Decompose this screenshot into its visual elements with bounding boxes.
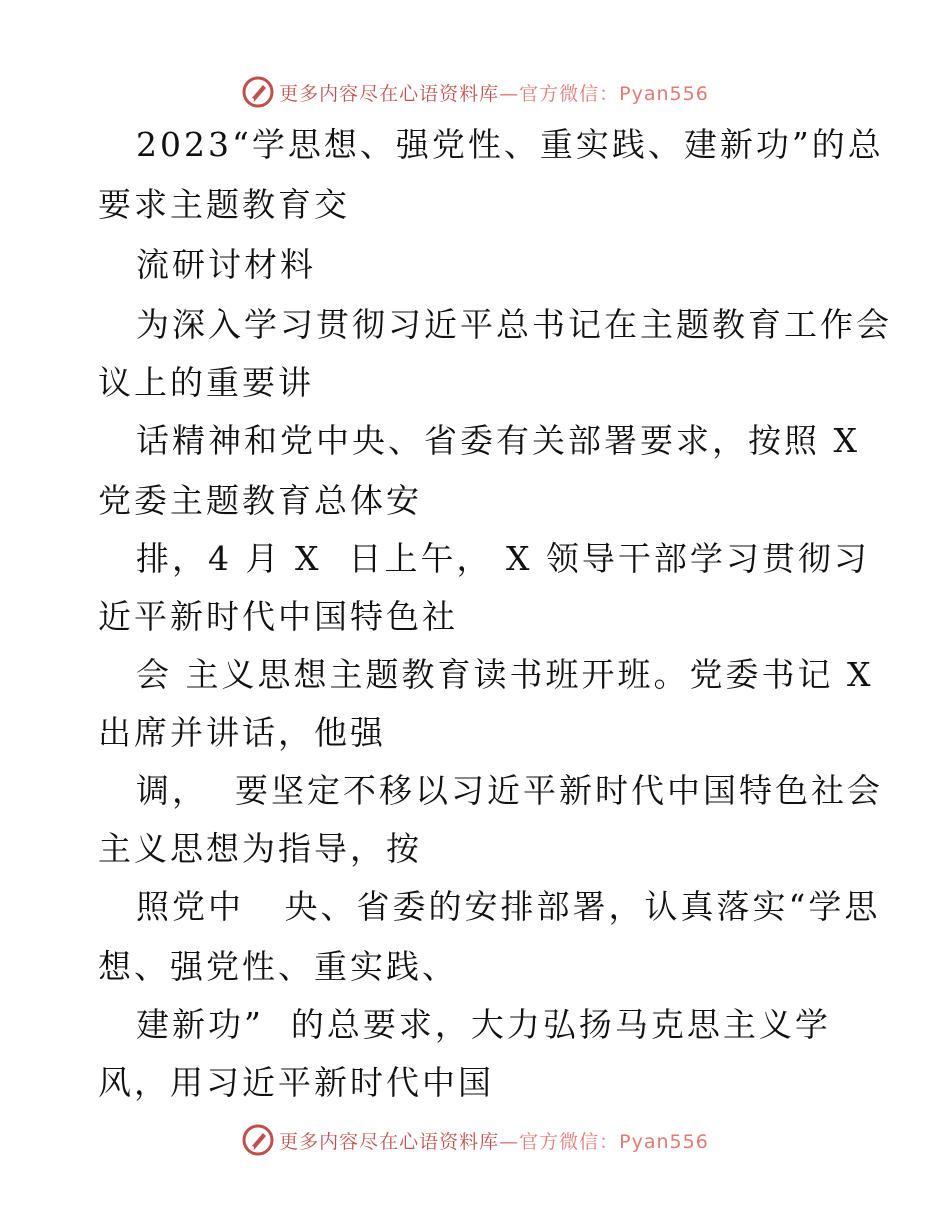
text-line: 话精神和党中央、省委有关部署要求，按照 X (136, 421, 860, 460)
text-line: 2023“学思想、强党性、重实践、建新功”的总 (136, 125, 884, 164)
text-line: 要求主题教育交 (98, 185, 350, 224)
pen-nib-logo-icon (241, 75, 275, 109)
text-line: 流研讨材料 (136, 245, 316, 284)
watermark-main: 更多内容尽在心语资料库 (279, 1130, 500, 1153)
text-line: 会 主义思想主题教育读书班开班。党委书记 X (136, 655, 874, 694)
text-line: 调， 要坚定不移以习近平新时代中国特色社会 (136, 771, 883, 810)
text-line: 为深入学习贯彻习近平总书记在主题教育工作会 (136, 305, 892, 344)
footer-watermark (0, 1120, 950, 1160)
watermark-text (279, 1127, 709, 1154)
text-line: 党委主题教育总体安 (98, 481, 422, 520)
pen-nib-logo-icon (241, 1123, 275, 1157)
header-watermark (0, 72, 950, 112)
watermark-main: 更多内容尽在心语资料库 (279, 82, 500, 105)
watermark-sub: —官方微信：Pyan556 (499, 1130, 709, 1153)
text-line: 出席并讲话，他强 (98, 713, 386, 752)
text-line: 建新功” 的总要求，大力弘扬马克思主义学 (136, 1005, 831, 1044)
text-line: 议上的重要讲 (98, 363, 314, 402)
text-line: 排，4 月 X 日上午， X 领导干部学习贯彻习 (136, 539, 870, 578)
watermark-text (279, 79, 709, 106)
text-line: 照党中 央、省委的安排部署，认真落实“学思 (136, 887, 881, 926)
text-line: 近平新时代中国特色社 (98, 597, 458, 636)
text-line: 风，用习近平新时代中国 (98, 1063, 494, 1102)
text-line: 想、强党性、重实践、 (98, 947, 458, 986)
watermark-sub: —官方微信：Pyan556 (499, 82, 709, 105)
text-line: 主义思想为指导，按 (98, 829, 422, 868)
